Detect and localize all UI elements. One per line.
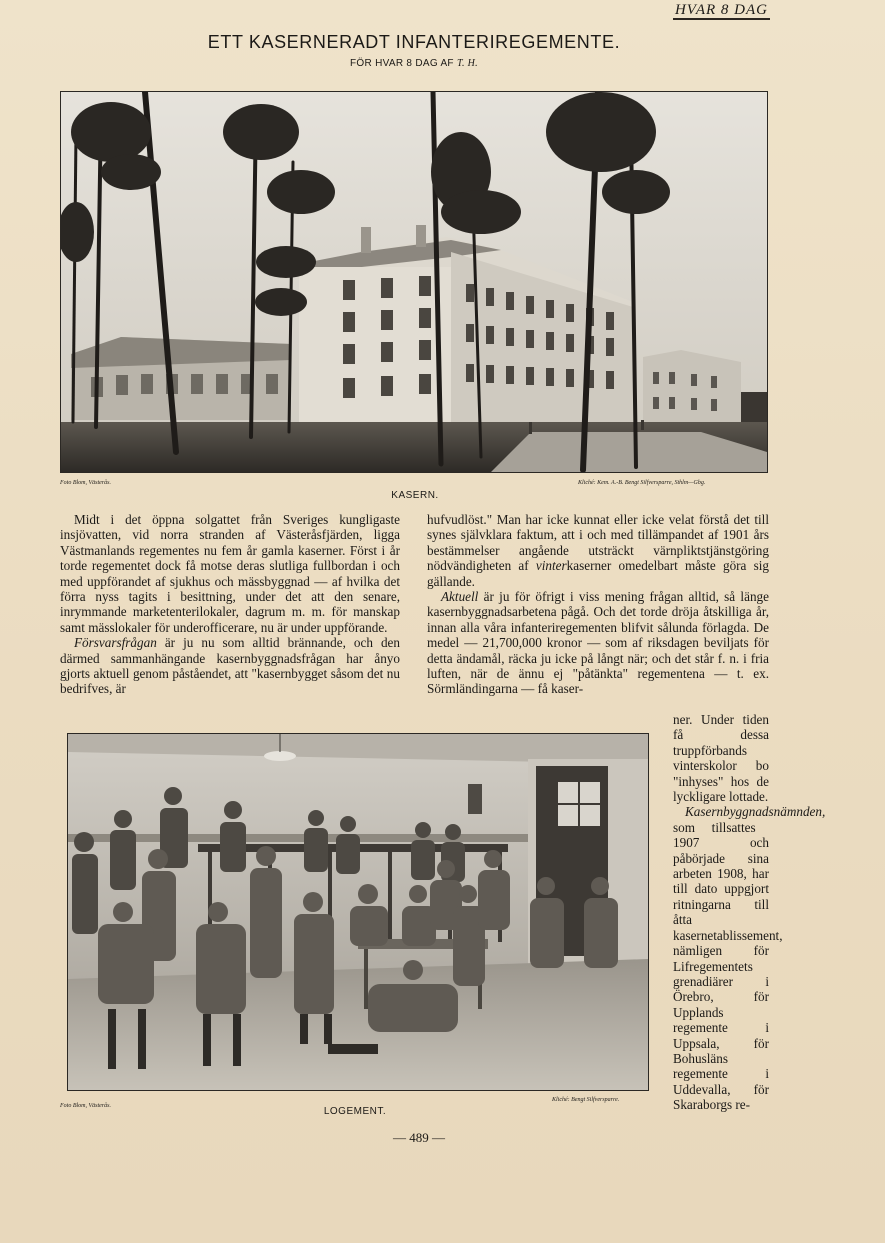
byline-prefix: FÖR HVAR 8 DAG AF xyxy=(350,58,454,69)
emphasis-kasernbyggnadsnamnden: Kasernbyggnadsnämnden, xyxy=(685,804,826,820)
paragraph-4 xyxy=(427,589,769,697)
text-column-narrow xyxy=(673,712,826,1113)
text-column-left xyxy=(60,512,400,697)
paragraph-6-text: som tillsattes 1907 och påbörjade sina arbeten 1908, har till dato uppgjort ritningarna till åtta kasernetablissement, nämligen för Lifregementets grenadiärer i Örebro, för Upplands regemente i Uppsala, för Bohusläns regemente i Uddevalla, för Skaraborgs re- xyxy=(673,819,783,1113)
photo2-caption: LOGEMENT. xyxy=(323,1106,387,1117)
emphasis-aktuell: Aktuell xyxy=(441,589,479,605)
paragraph-2-text: är ju nu som alltid brännande, och den därmed sammanhängande kasernbyggnadsfrågan har ånyo gjorts aktuell genom påståendet, att "kasernbygget såsom det nu bedrifves, är xyxy=(60,635,400,697)
paragraph-5: ner. Under tiden få dessa truppförbands vinterskolor bo "inhyses" hos de lyckligare lottade. xyxy=(673,712,769,805)
photo2-credit-right: Kliché: Bengt Silfversparre. xyxy=(552,1097,620,1103)
barracks-photo xyxy=(60,91,768,473)
article-title: ETT KASERNERADT INFANTERIREGEMENTE. xyxy=(207,32,621,52)
emphasis-vinter: vinter xyxy=(535,558,567,574)
byline xyxy=(60,58,768,69)
running-head: HVAR 8 DAG xyxy=(674,2,768,18)
photo2-credit-left: Foto Blom, Västerås. xyxy=(60,1103,111,1109)
photo1-caption: KASERN. xyxy=(391,490,439,501)
paragraph-3 xyxy=(427,512,769,589)
text-column-right xyxy=(427,512,769,697)
dormitory-photo-image xyxy=(68,734,648,1090)
emphasis-forsvarsfragan: Försvarsfrågan xyxy=(74,635,157,651)
paragraph-1: Midt i det öppna solgattet från Sveriges kungligaste insjövatten, vid norra stranden af Västeråsfjärden, ligga Västmanlands regementes nu fem år gamla kaserner. Först i år torde regementet dock få motse deras slutliga fullbordan i och med uppförandet af sjukhus och mässbyggnad — af hvilka det förra nyss tagits i besittning, under det att den senare, inrymmande marketenterilokaler, dagrum m. m. för manskap samt mässlokaler för underofficerare, nu är under uppförande. xyxy=(60,512,400,635)
page-number: — 489 — xyxy=(393,1130,445,1145)
paragraph-6 xyxy=(673,804,826,1113)
photo1-credit-left: Foto Blom, Västerås. xyxy=(60,480,111,486)
byline-author: T. H. xyxy=(456,58,478,69)
dormitory-photo xyxy=(67,733,649,1091)
paragraph-3-text-b: kaserner omedelbart måste göra sig gällande. xyxy=(427,558,769,589)
barracks-photo-image xyxy=(61,92,767,472)
paragraph-3-text-a: hufvudlöst." Man har icke kunnat eller icke velat förstå det till synes självklara faktum, att i och med tillämpandet af 1901 års bestämmelser angående utsträckt värnpliktstjänstgöring nödvändigheten af xyxy=(427,512,769,574)
photo1-credit-right: Kliché: Kem. A.-B. Bengt Silfversparre, Sthlm—Gbg. xyxy=(578,480,706,486)
paragraph-4-text: är ju för öfrigt i viss mening frågan alltid, så länge kasernbyggnadsarbetena pågå. Och det torde dröja åtskilliga år, innan alla våra infanteriregementen blifvit sålunda förlagda. De medel — 21,700,000 kronor — som af riksdagen beviljats för detta ändamål, räcka ju icke på långt när; och det står f. n. i fria luften, när de ännu ej "påtänkta" regementena — t. ex. Sörmländingarna — få kaser- xyxy=(427,589,769,697)
paragraph-2 xyxy=(60,635,400,697)
